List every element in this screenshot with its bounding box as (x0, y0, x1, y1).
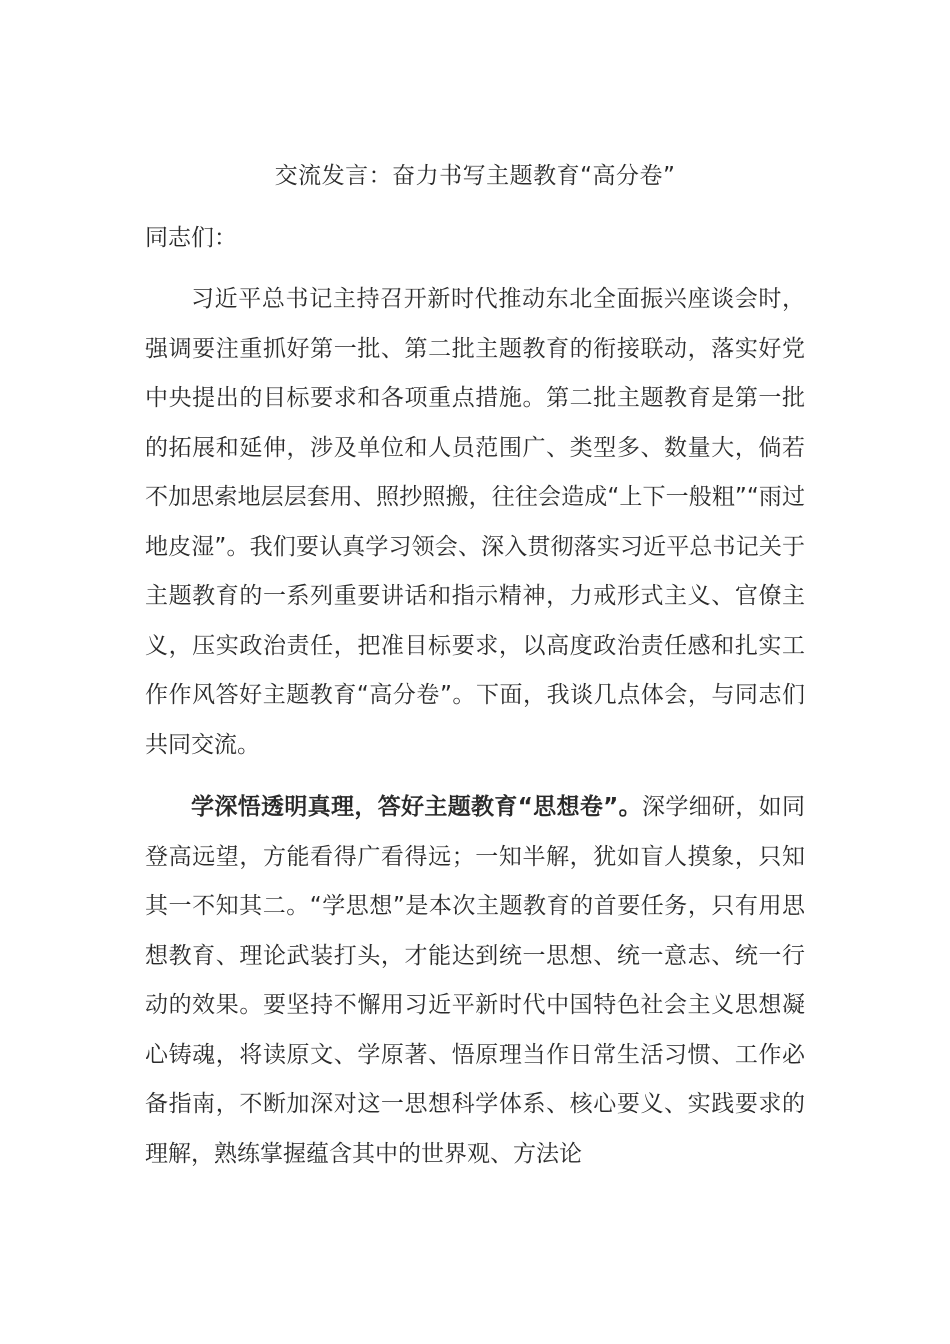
paragraph-1: 习近平总书记主持召开新时代推动东北全面振兴座谈会时，强调要注重抓好第一批、第二批主题教育的衔接联动，落实好党中央提出的目标要求和各项重点措施。第二批主题教育是第一批的拓展和延伸，涉及单位和人员范围广、类型多、数量大，倘若不加思索地层层套用、照抄照搬，往往会造成“上下一般粗”“雨过地皮湿”。我们要认真学习领会、深入贯彻落实习近平总书记关于主题教育的一系列重要讲话和指示精神，力戒形式主义、官僚主义，压实政治责任，把准目标要求，以高度政治责任感和扎实工作作风答好主题教育“高分卷”。下面，我谈几点体会，与同志们共同交流。 (145, 286, 805, 758)
paragraph-2-body: 深学细研，如同登高远望，方能看得广看得远；一知半解，犹如盲人摸象，只知其一不知其二。“学思想”是本次主题教育的首要任务，只有用思想教育、理论武装打头，才能达到统一思想、统一意志、统一行动的效果。要坚持不懈用习近平新时代中国特色社会主义思想凝心铸魂，将读原文、学原著、悟原理当作日常生活习惯、工作必备指南，不断加深对这一思想科学体系、核心要义、实践要求的理解，熟练掌握蕴含其中的世界观、方法论 (145, 794, 806, 1167)
document-title: 交流发言：奋力书写主题教育“高分卷” (274, 163, 676, 189)
paragraph-2-heading: 学深悟透明真理，答好主题教育“思想卷”。 (191, 794, 642, 820)
paragraph-2 (145, 783, 805, 1179)
salutation: 同志们： (145, 225, 237, 251)
